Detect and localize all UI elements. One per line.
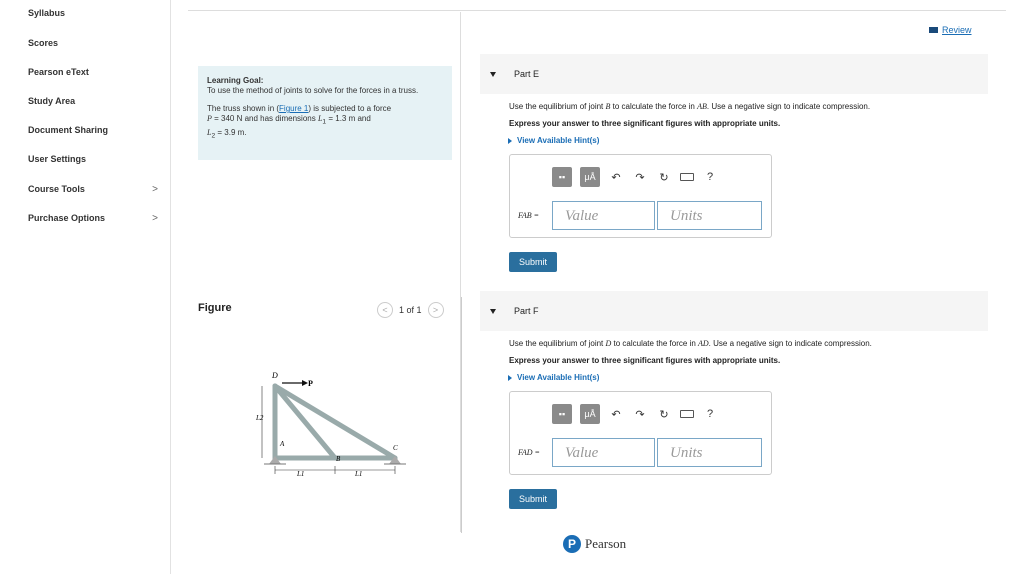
learning-goal-box — [198, 66, 452, 160]
sidebar-item-user-settings[interactable] — [28, 154, 158, 164]
member-var: AB — [697, 102, 707, 111]
help-icon[interactable]: ? — [706, 408, 714, 420]
sidebar-item-document-sharing[interactable] — [28, 125, 158, 135]
units-input[interactable]: Units — [657, 201, 762, 230]
prev-figure-button[interactable]: < — [377, 302, 393, 318]
part-e-question — [509, 102, 988, 111]
goal-title: Learning Goal: — [207, 76, 264, 85]
sidebar-item-study-area[interactable] — [28, 96, 158, 106]
question-text: to calculate the force in — [611, 339, 698, 348]
pearson-brand: Pearson — [585, 536, 627, 551]
part-e-answer-box — [509, 154, 772, 238]
pager-text: 1 of 1 — [399, 305, 422, 315]
column-divider — [461, 297, 462, 533]
truss-figure — [250, 366, 410, 486]
undo-icon[interactable]: ↶ — [611, 408, 621, 421]
sidebar-item-label: User Settings — [28, 154, 87, 164]
help-icon[interactable]: ? — [706, 171, 714, 183]
l1-value: = 1.3 m and — [326, 114, 371, 123]
math-toolbar — [552, 167, 718, 187]
hint-label: View Available Hint(s) — [517, 136, 600, 145]
top-divider — [188, 10, 1006, 11]
question-text: . Use a negative sign to indicate compression. — [708, 339, 872, 348]
question-text: Use the equilibrium of joint — [509, 339, 606, 348]
sidebar-item-purchase-options[interactable] — [28, 213, 158, 224]
expand-icon — [508, 375, 512, 381]
l2-variable: L — [207, 127, 212, 137]
math-toolbar — [552, 404, 718, 424]
review-link[interactable] — [929, 25, 972, 35]
label-b: B — [336, 455, 341, 463]
expand-icon — [508, 138, 512, 144]
part-e-title: Part E — [514, 69, 540, 79]
joint-var: D — [605, 339, 612, 348]
question-text: Use the equilibrium of joint — [509, 102, 606, 111]
goal-text-part: The truss shown in ( — [207, 104, 280, 113]
part-f-header[interactable] — [480, 291, 988, 331]
units-icon[interactable]: μÅ — [580, 404, 600, 424]
next-figure-button[interactable]: > — [428, 302, 444, 318]
pearson-logo — [563, 535, 626, 553]
undo-icon[interactable]: ↶ — [611, 171, 621, 184]
part-e — [480, 54, 988, 272]
sidebar-item-label: Purchase Options — [28, 213, 106, 223]
template-icon[interactable]: ▪▪ — [552, 167, 572, 187]
l2-value: = 3.9 m. — [215, 127, 247, 137]
units-icon[interactable]: μÅ — [580, 167, 600, 187]
review-icon — [929, 27, 938, 33]
l2-subscript: 2 — [211, 132, 216, 140]
redo-icon[interactable]: ↷ — [635, 171, 645, 184]
sidebar-item-syllabus[interactable] — [28, 8, 158, 18]
sidebar — [0, 0, 171, 574]
part-f-answer-box — [509, 391, 772, 475]
goal-text-part: ) is subjected to a force — [308, 104, 392, 113]
value-input[interactable]: Value — [552, 438, 655, 467]
reset-icon[interactable]: ↻ — [659, 171, 669, 184]
field-label: FAD = — [518, 448, 540, 457]
sidebar-item-label: Syllabus — [28, 8, 66, 18]
figure-title: Figure — [198, 302, 232, 314]
label-l2: L2 — [256, 414, 264, 422]
sidebar-item-course-tools[interactable] — [28, 184, 158, 195]
collapse-icon — [490, 309, 496, 314]
label-p: P — [308, 379, 313, 388]
member-var: AD — [698, 339, 709, 348]
submit-button[interactable]: Submit — [509, 252, 557, 272]
sidebar-item-label: Scores — [28, 38, 59, 48]
sidebar-item-scores[interactable] — [28, 38, 158, 48]
hint-label: View Available Hint(s) — [517, 373, 600, 382]
pearson-icon: P — [563, 535, 581, 553]
force-variable: P — [207, 114, 212, 123]
part-f-question — [509, 339, 988, 348]
part-f-instruction: Express your answer to three significant figures with appropriate units. — [509, 356, 781, 365]
redo-icon[interactable]: ↷ — [635, 408, 645, 421]
figure-link[interactable]: Figure 1 — [279, 104, 309, 113]
part-f-title: Part F — [514, 306, 539, 316]
label-a: A — [280, 440, 285, 448]
goal-text: To use the method of joints to solve for the forces in a truss. — [207, 86, 419, 95]
label-l1: L1 — [355, 470, 363, 478]
part-e-instruction: Express your answer to three significant figures with appropriate units. — [509, 119, 781, 128]
member-dc — [275, 386, 395, 458]
keyboard-icon[interactable] — [680, 410, 694, 418]
sidebar-item-label: Course Tools — [28, 184, 85, 194]
sidebar-item-etext[interactable] — [28, 67, 158, 77]
figure-pager — [377, 302, 444, 318]
reset-icon[interactable]: ↻ — [659, 408, 669, 421]
submit-button[interactable]: Submit — [509, 489, 557, 509]
chevron-right-icon: > — [152, 213, 158, 224]
field-label: FAB = — [518, 211, 540, 220]
template-icon[interactable]: ▪▪ — [552, 404, 572, 424]
joint-var: B — [605, 102, 611, 111]
label-d: D — [272, 371, 278, 380]
sidebar-item-label: Pearson eText — [28, 67, 89, 77]
force-value: = 340 N and has dimensions — [211, 114, 318, 123]
sidebar-item-label: Document Sharing — [28, 125, 109, 135]
label-l1: L1 — [297, 470, 305, 478]
part-f — [480, 291, 988, 509]
collapse-icon — [490, 72, 496, 77]
l1-variable: L — [317, 114, 323, 123]
chevron-right-icon: > — [152, 184, 158, 195]
part-f-hint-link[interactable] — [508, 373, 988, 382]
question-text: . Use a negative sign to indicate compression. — [706, 102, 871, 111]
units-input[interactable]: Units — [657, 438, 762, 467]
label-c: C — [393, 444, 398, 452]
part-e-hint-link[interactable] — [508, 136, 988, 145]
l1-subscript: 1 — [322, 118, 327, 126]
part-e-header[interactable] — [480, 54, 988, 94]
question-text: to calculate the force in — [610, 102, 698, 111]
keyboard-icon[interactable] — [680, 173, 694, 181]
review-label: Review — [942, 25, 972, 35]
sidebar-item-label: Study Area — [28, 96, 76, 106]
value-input[interactable]: Value — [552, 201, 655, 230]
goal-problem-text — [207, 104, 443, 141]
